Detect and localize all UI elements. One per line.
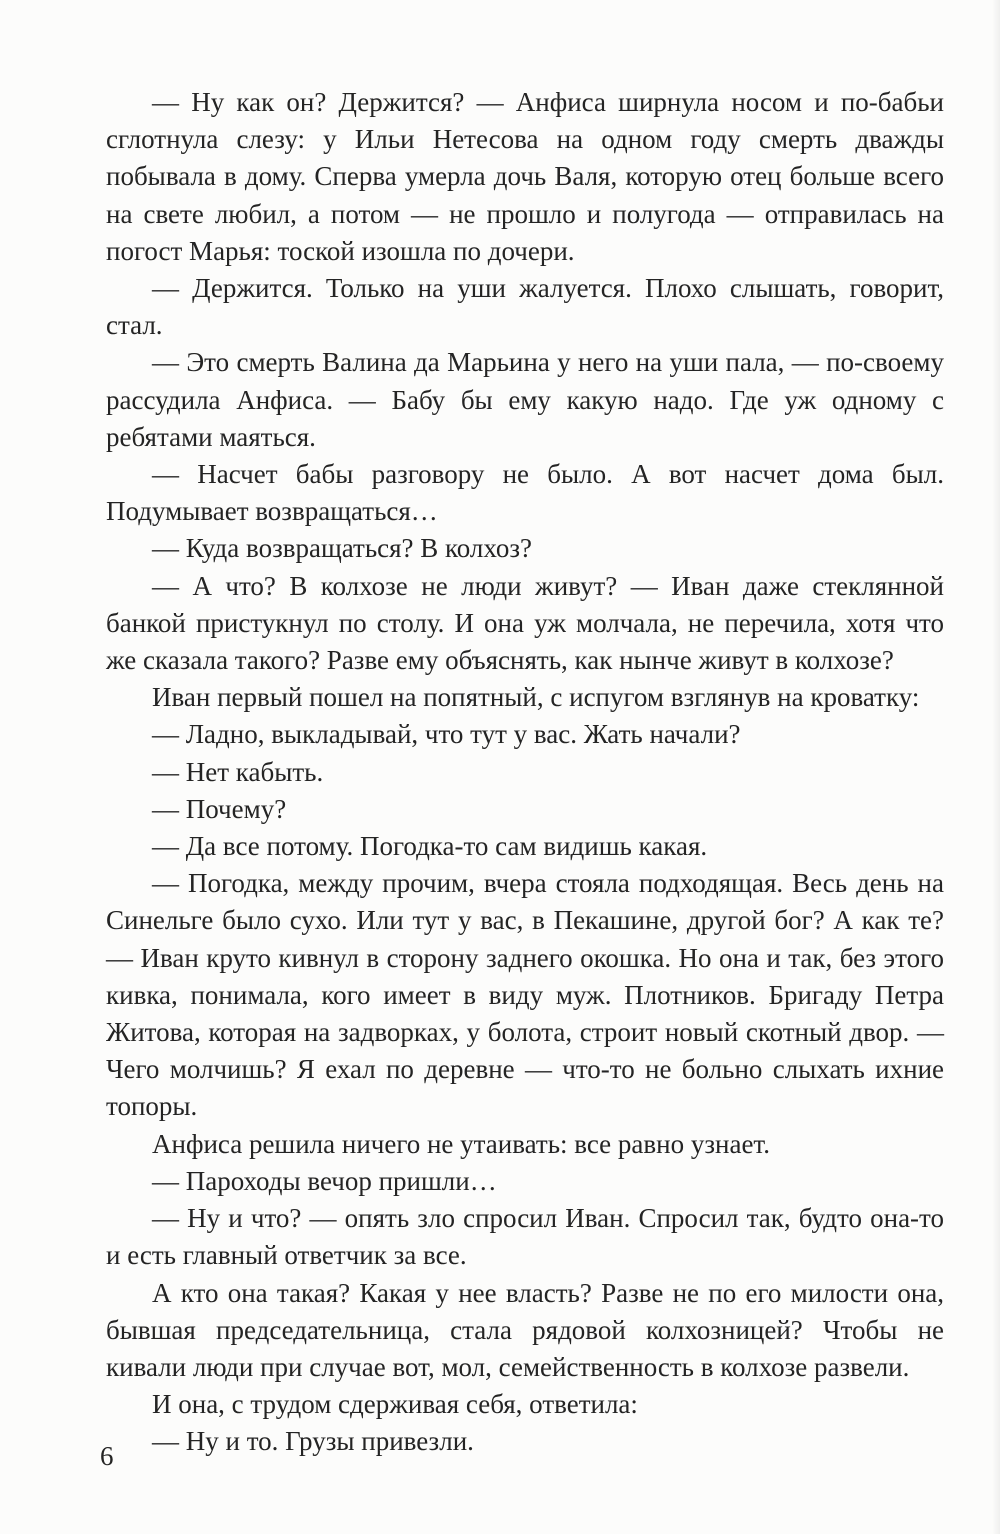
paragraph: — Ну и то. Грузы привезли. (152, 1426, 474, 1457)
paragraph: — Насчет бабы разговору не было. А вот насчет дома был. Подумывает возвращаться… (106, 459, 944, 527)
paragraph: И она, с трудом сдерживая себя, ответила: (152, 1389, 638, 1420)
paragraph: — Погодка, между прочим, вчера стояла подходящая. Весь день на Синельге было сухо. Или тут у вас, в Пекашине, другой бог? А как те? — Иван круто кивнул в сторону заднего окошка. Но она и так, без этого кивка, понимала, кого имеет в виду муж. Плотников. Бригаду Петра Житова, которая на задворках, у болота, строит новый скотный двор. — Чего молчишь? Я ехал по деревне — что-то не больно слыхать ихние топоры. (106, 868, 944, 1122)
paragraph: — Ладно, выкладывай, что тут у вас. Жать начали? (152, 719, 741, 750)
paragraph: А кто она такая? Какая у нее власть? Разве не по его милости она, бывшая председательница, стала рядовой колхозницей? Чтобы не кивали люди при случае вот, мол, семейственность в колхозе развели. (106, 1277, 944, 1382)
paragraph: — Почему? (152, 793, 287, 824)
body-text (106, 84, 944, 1461)
paragraph: Иван первый пошел на попятный, с испугом взглянув на кроватку: (152, 682, 920, 713)
paragraph: — Да все потому. Погодка-то сам видишь какая. (152, 831, 708, 862)
paragraph: — Нет кабыть. (152, 756, 324, 787)
paragraph: — Держится. Только на уши жалуется. Плохо слышать, говорит, стал. (106, 273, 944, 341)
page-edge-shadow (992, 0, 1000, 1534)
paragraph: — Это смерть Валина да Марьина у него на уши пала, — по-своему рассудила Анфиса. — Бабу бы ему какую надо. Где уж одному с ребятами маяться. (106, 347, 944, 452)
paragraph: — Пароходы вечор пришли… (152, 1165, 497, 1196)
paragraph: — Куда возвращаться? В колхоз? (152, 533, 533, 564)
page-number: 6 (100, 1441, 114, 1471)
paragraph: Анфиса решила ничего не утаивать: все равно узнает. (152, 1128, 770, 1159)
paragraph: — А что? В колхозе не люди живут? — Иван даже стеклянной банкой пристукнул по столу. И она уж молчала, не перечила, хотя что же сказала такого? Разве ему объяснять, как нынче живут в колхозе? (106, 570, 944, 676)
paragraph: — Ну как он? Держится? — Анфиса ширнула носом и по-бабьи сглотнула слезу: у Ильи Нетесова на одном году смерть дважды побывала в дому. Сперва умерла дочь Валя, которую отец больше всего на свете любил, а потом — не прошло и полугода — отправилась на погост Марья: тоской изошла по дочери. (106, 87, 944, 266)
paragraph: — Ну и что? — опять зло спросил Иван. Спросил так, будто она-то и есть главный ответчик за все. (106, 1203, 944, 1271)
